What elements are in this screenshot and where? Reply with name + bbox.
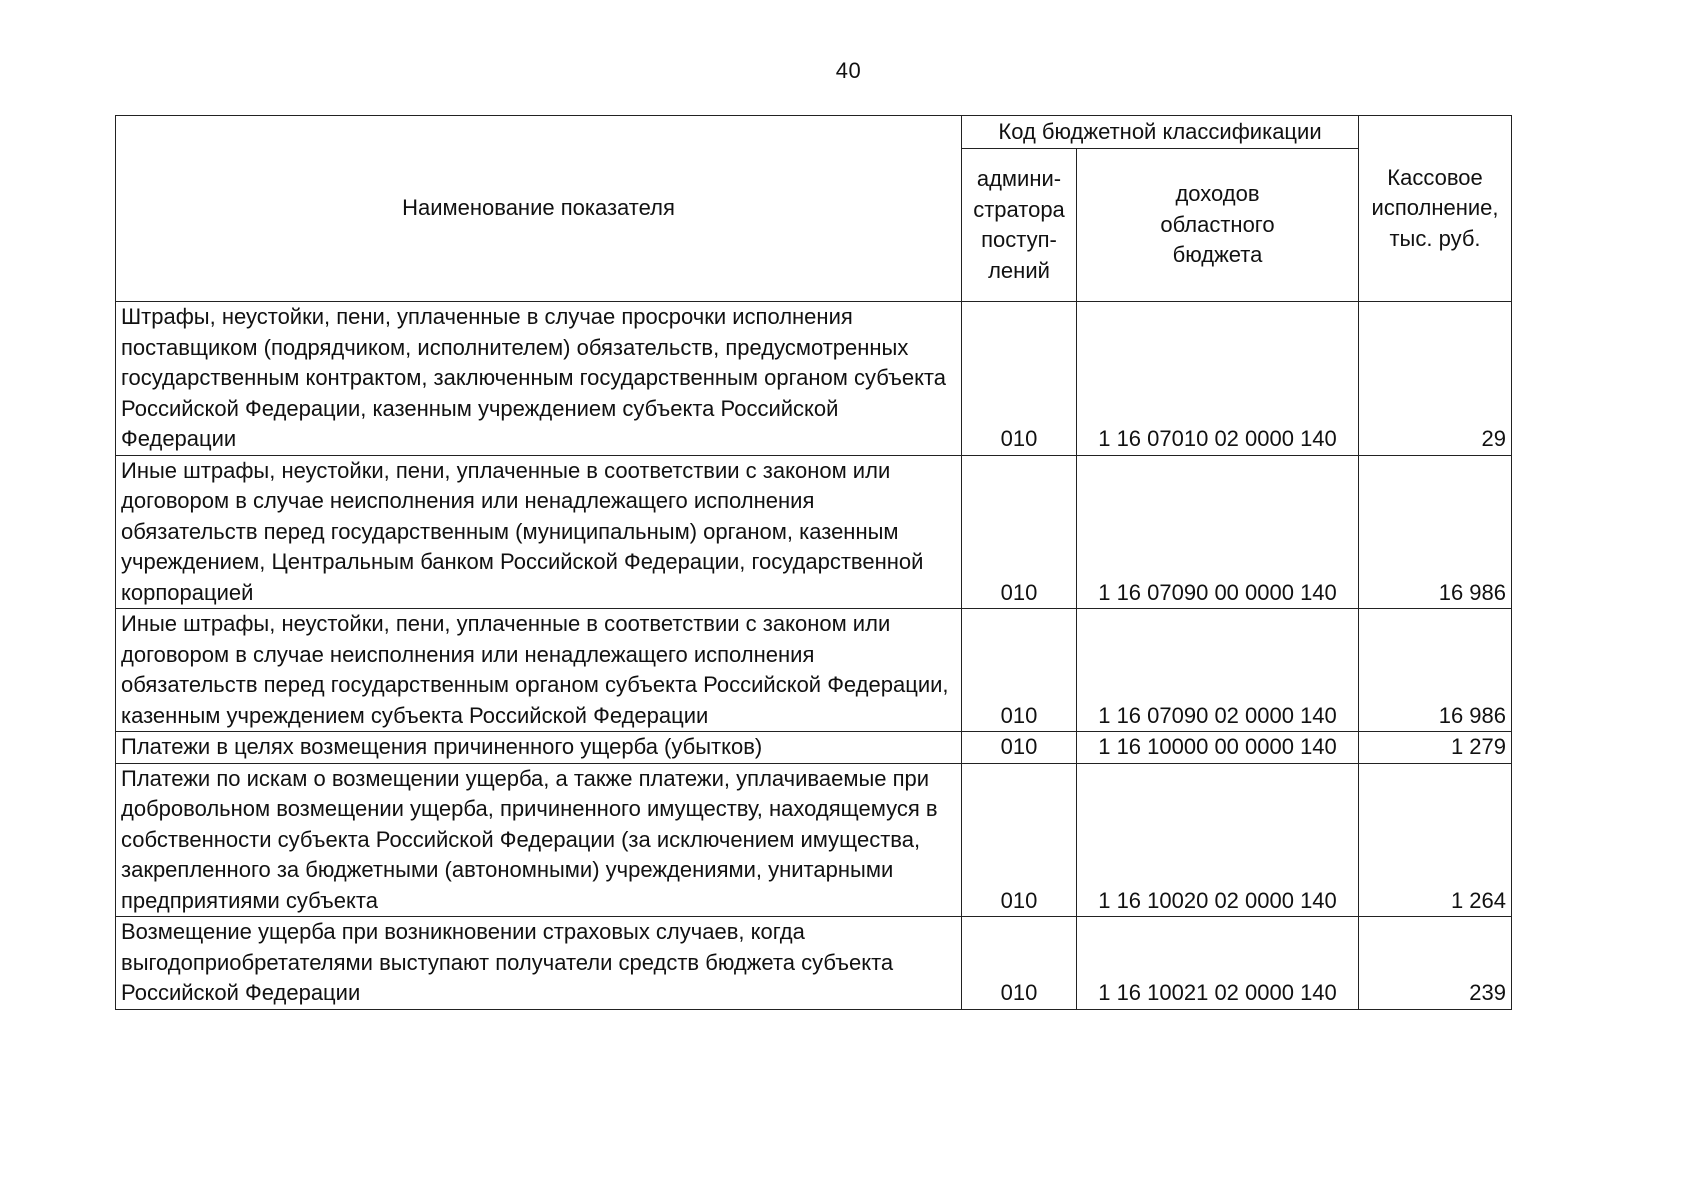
row-name: Штрафы, неустойки, пени, уплаченные в случае просрочки исполнения поставщиком (подрядчиком, исполнителем) обязательств, предусмотренных государственным контрактом, заключенным государственным органом субъекта Российской Федерации, казенным учреждением субъекта Российской Федерации: [116, 302, 962, 456]
table-row: [116, 302, 1512, 456]
row-amount: 29: [1359, 302, 1512, 456]
row-name: Иные штрафы, неустойки, пени, уплаченные в соответствии с законом или договором в случае неисполнения или ненадлежащего исполнения обязательств перед государственным органом субъекта Российской Федерации, казенным учреждением субъекта Российской Федерации: [116, 609, 962, 732]
row-name: Платежи в целях возмещения причиненного ущерба (убытков): [116, 732, 962, 764]
row-amount: 1 264: [1359, 763, 1512, 917]
header-name: Наименование показателя: [116, 116, 962, 302]
row-income-code: 1 16 10020 02 0000 140: [1077, 763, 1359, 917]
table-row: [116, 917, 1512, 1010]
table-row: [116, 732, 1512, 764]
table-body: [116, 302, 1512, 1010]
row-admin-code: 010: [962, 455, 1077, 609]
table-row: [116, 609, 1512, 732]
row-admin-code: 010: [962, 609, 1077, 732]
header-income-code: доходов областного бюджета: [1077, 149, 1359, 302]
row-amount: 16 986: [1359, 609, 1512, 732]
header-admin-code: админи- стратора поступ- лений: [962, 149, 1077, 302]
row-income-code: 1 16 10000 00 0000 140: [1077, 732, 1359, 764]
row-admin-code: 010: [962, 732, 1077, 764]
row-admin-code: 010: [962, 763, 1077, 917]
table-header: [116, 116, 1512, 302]
budget-table: [115, 115, 1512, 1010]
row-amount: 239: [1359, 917, 1512, 1010]
row-admin-code: 010: [962, 917, 1077, 1010]
page-number: 40: [835, 58, 862, 83]
header-classification-code: Код бюджетной классификации: [962, 116, 1359, 149]
row-income-code: 1 16 07010 02 0000 140: [1077, 302, 1359, 456]
row-income-code: 1 16 10021 02 0000 140: [1077, 917, 1359, 1010]
row-amount: 1 279: [1359, 732, 1512, 764]
row-income-code: 1 16 07090 02 0000 140: [1077, 609, 1359, 732]
row-admin-code: 010: [962, 302, 1077, 456]
row-income-code: 1 16 07090 00 0000 140: [1077, 455, 1359, 609]
row-name: Платежи по искам о возмещении ущерба, а также платежи, уплачиваемые при добровольном возмещении ущерба, причиненного имуществу, находящемуся в собственности субъекта Российской Федерации (за исключением имущества, закрепленного за бюджетными (автономными) учреждениями, унитарными предприятиями субъекта: [116, 763, 962, 917]
header-cash-execution: Кассовое исполнение, тыс. руб.: [1359, 116, 1512, 302]
table-row: [116, 455, 1512, 609]
row-name: Возмещение ущерба при возникновении страховых случаев, когда выгодоприобретателями выступают получатели средств бюджета субъекта Российской Федерации: [116, 917, 962, 1010]
row-name: Иные штрафы, неустойки, пени, уплаченные в соответствии с законом или договором в случае неисполнения или ненадлежащего исполнения обязательств перед государственным (муниципальным) органом, казенным учреждением, Центральным банком Российской Федерации, государственной корпорацией: [116, 455, 962, 609]
row-amount: 16 986: [1359, 455, 1512, 609]
table-row: [116, 763, 1512, 917]
